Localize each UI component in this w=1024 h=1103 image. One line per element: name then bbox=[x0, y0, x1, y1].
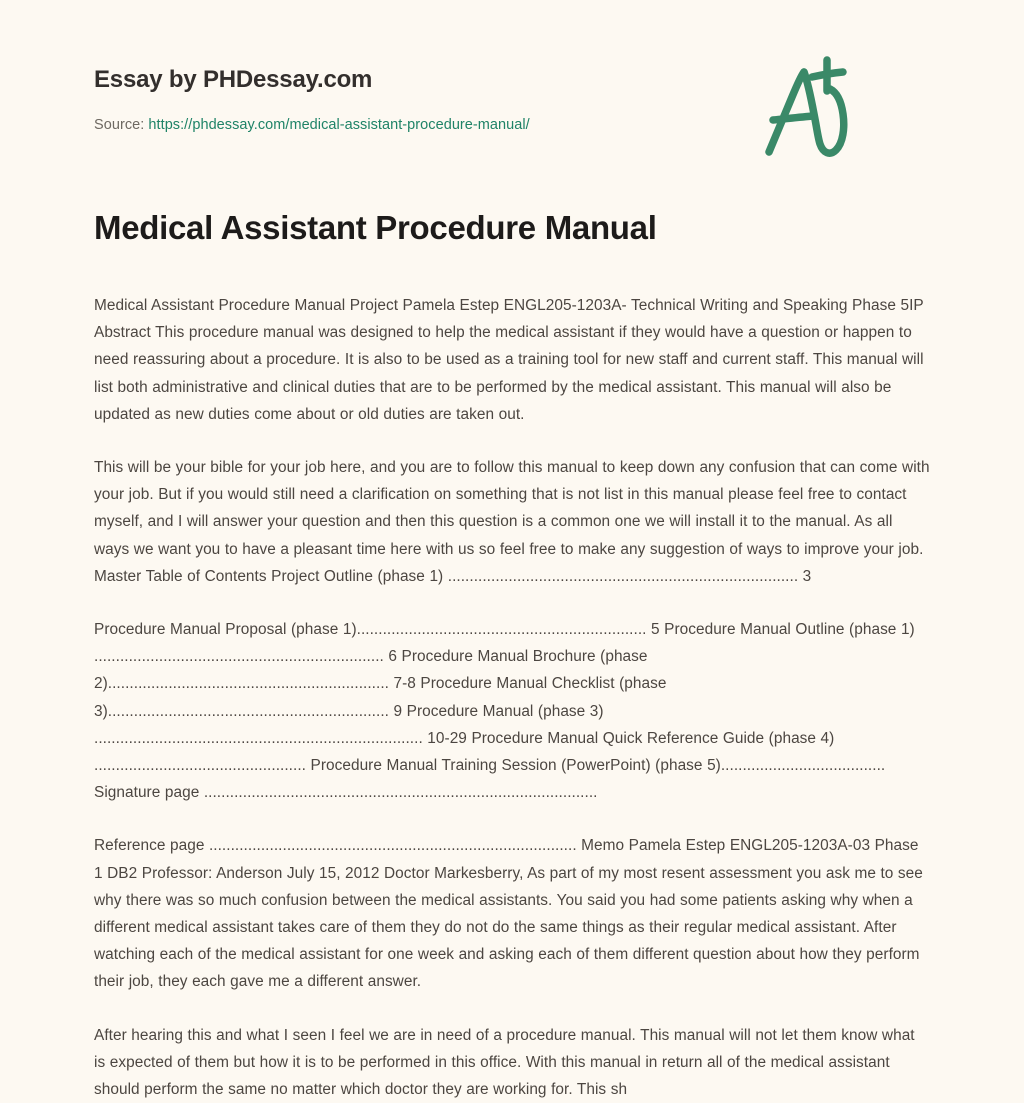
page-header bbox=[94, 0, 930, 135]
essay-paragraph: Reference page ..................................................................................... Memo Pamela Estep ENGL205-1203A-03 Phase 1 DB2 Professor: Anderson July 15, 2012 Doctor Markesberry, As part of my most resent assessment you ask me to see why there was so much confusion between the medical assistants. You said you had some patients asking why when a different medical assistant takes care of them they do not do the same things as their regular medical assistant. After watching each of the medical assistant for one week and asking each of them different question about how they perform their job, they each gave me a different answer. bbox=[94, 837, 923, 991]
essay-paragraph: Procedure Manual Proposal (phase 1)................................................................... 5 Procedure Manual Outline (phase 1) ................................................................... 6 Procedure Manual Brochure (phase 2)................................................................. 7-8 Procedure Manual Checklist (phase 3)................................................................. 9 Procedure Manual (phase 3) ............................................................................ 10-29 Procedure Manual Quick Reference Guide (phase 4) ................................................. Procedure Manual Training Session (PowerPoint) (phase 5)...................................... Signature page ........................................................................................... bbox=[94, 620, 915, 802]
page-title: Medical Assistant Procedure Manual bbox=[94, 208, 657, 246]
essay-paragraph: Medical Assistant Procedure Manual Project Pamela Estep ENGL205-1203A- Technical Writing and Speaking Phase 5IP Abstract This procedure manual was designed to help the medical assistant if they would have a question or happen to need reassuring about a procedure. It is also to be used as a training tool for new staff and current staff. This manual will list both administrative and clinical duties that are to be performed by the medical assistant. This manual will also be updated as new duties come about or old duties are taken out. bbox=[94, 296, 924, 423]
essay-body bbox=[94, 292, 930, 1103]
essay-paragraph: After hearing this and what I seen I feel we are in need of a procedure manual. This manual will not let them know what is expected of them but how it is to be performed in this office. With this manual in return all of the medical assistant should perform the same no matter which doctor they are working for. This sh bbox=[94, 1026, 915, 1098]
a-plus-logo-icon bbox=[748, 46, 868, 166]
source-url-link[interactable]: https://phdessay.com/medical-assistant-procedure-manual/ bbox=[148, 116, 530, 133]
source-label: Source: bbox=[94, 116, 145, 133]
brand-title: Essay by PHDessay.com bbox=[94, 66, 373, 93]
essay-paragraph: This will be your bible for your job here, and you are to follow this manual to keep down any confusion that can come with your job. But if you would still need a clarification on something that is not list in this manual please feel free to contact myself, and I will answer your question and then this question is a common one we will install it to the manual. As all ways we want you to have a pleasant time here with us so feel free to make any suggestion of ways to improve your job. Master Table of Contents Project Outline (phase 1) ................................................................................. 3 bbox=[94, 458, 930, 585]
a-plus-logo bbox=[748, 46, 868, 166]
